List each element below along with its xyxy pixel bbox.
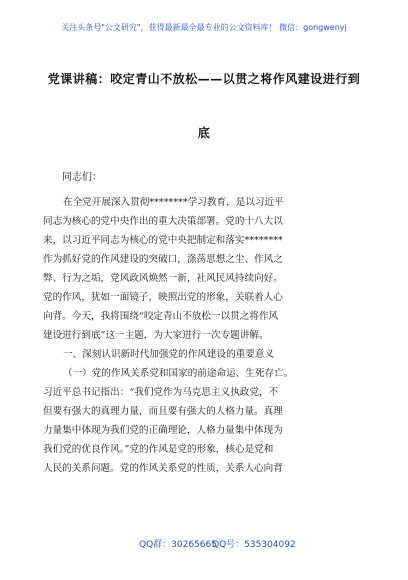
body-line: 但要有强大的真理力量，而且要有强大的人格力量。真理: [43, 406, 283, 417]
body-line: 同志为核心的党中央作出的重大决策部署。党的十八大以: [43, 216, 283, 227]
body-line: 在全党开展深入贯彻********学习教育，是以习近平: [63, 197, 284, 208]
footer-qq-group: QQ群：30265665: [139, 540, 217, 550]
body-text: [43, 193, 363, 478]
body-line: 弊、行为之垢，党风政风焕然一新，社风民风持续向好。: [43, 273, 283, 284]
body-line: 习近平总书记指出：“我们党作为马克思主义执政党，不: [43, 387, 279, 398]
header-promo-note: 关注头条号"公文研究"，获得最新最全最专业的公文资料库！ 微信：gongwenyj: [61, 23, 347, 32]
body-line: 力量集中体现为我们党的正确理论，人格力量集中体现为: [43, 425, 283, 436]
body-line: 一、深刻认识新时代加强党的作风建设的重要意义: [63, 349, 275, 360]
body-line: 建设进行到底”这一主题，为大家进行一次专题讲解。: [43, 330, 269, 341]
body-line: 人民的关系问题。党的作风关系党的性质，关系人心向背: [43, 463, 283, 474]
document-title-line-2: 底: [197, 126, 211, 140]
greeting: 同志们：: [62, 172, 102, 183]
footer-qq: QQ号：535304092: [212, 540, 296, 550]
body-line: 作为抓好党的作风建设的突破口，涤荡思想之尘、作风之: [43, 254, 283, 265]
body-line: 来，以习近平同志为核心的党中央把制定和落实********: [43, 235, 283, 246]
document-title-line-1: 党课讲稿：咬定青山不放松——以贯之将作风建设进行到: [47, 72, 361, 86]
body-line: 向背。今天，我将围绕“咬定青山不放松一以贯之将作风: [43, 311, 279, 322]
body-line: 党的作风，犹如一面镜子，映照出党的形象，关联着人心: [43, 292, 283, 303]
body-line: （一）党的作风关系党和国家的前途命运、生死存亡。: [63, 368, 294, 379]
body-line: 我们党的优良作风。”党的作风是党的形象，核心是党和: [43, 444, 274, 455]
